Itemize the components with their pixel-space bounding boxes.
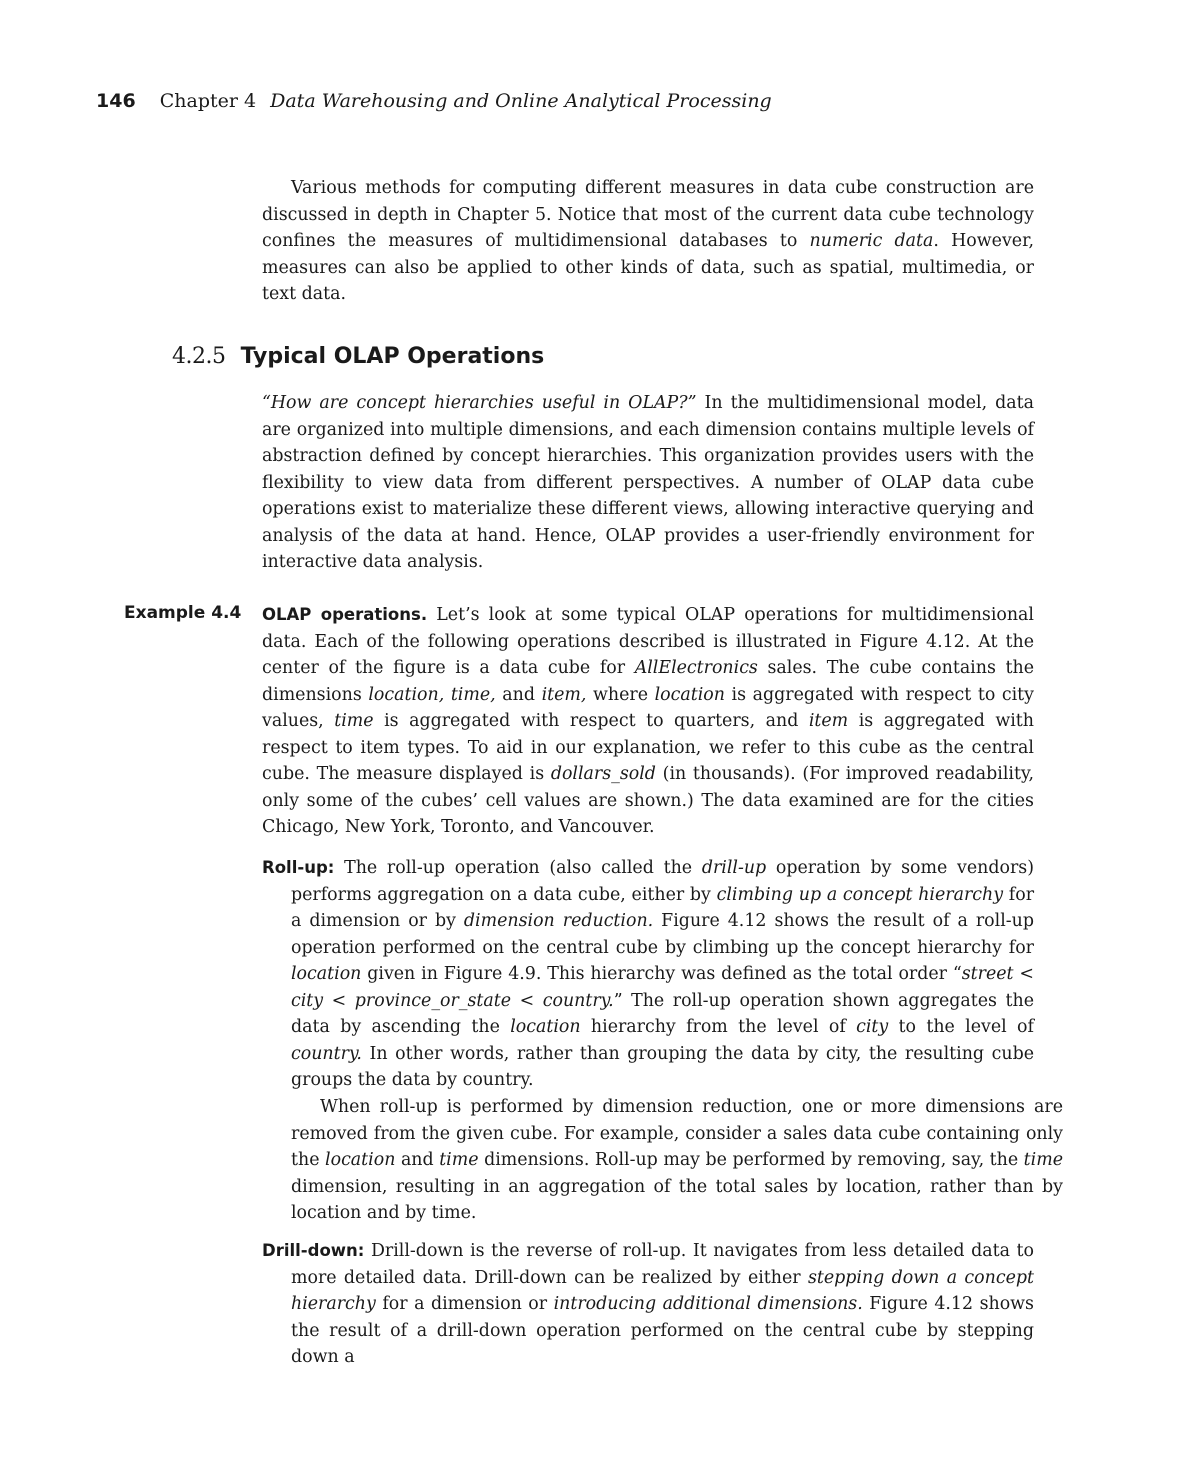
example-label: Example 4.4 xyxy=(124,603,242,623)
drilldown-term: Drill-down: xyxy=(262,1241,365,1260)
running-head xyxy=(96,90,772,112)
section-intro-paragraph: “How are concept hierarchies useful in OLAP?” In the multidimensional model, data are organized into multiple dimensions, and each dimension contains multiple levels of abstraction defined by concept hierarchies. This organization provides users with the flexibility to view data from different perspectives. A number of OLAP data cube operations exist to materialize these different views, allowing interactive querying and analysis of the data at hand. Hence, OLAP provides a user-friendly environment for interactive data analysis. xyxy=(262,393,1034,572)
example-paragraph: OLAP operations. Let’s look at some typical OLAP operations for multidimensional data. Each of the following operations described is illustrated in Figure 4.12. At the center of the figure is a data cube for AllElectronics sales. The cube contains the dimensions location, time, and item, where location is aggregated with respect to city values, time is aggregated with respect to quarters, and item is aggregated with respect to item types. To aid in our explanation, we refer to this cube as the central cube. The measure displayed is dollars_sold (in thousands). (For improved readability, only some of the cubes’ cell values are shown.) The data examined are for the cities Chicago, New York, Toronto, and Vancouver. xyxy=(262,605,1034,837)
drilldown-definition xyxy=(262,1238,1034,1371)
rollup-term: Roll-up: xyxy=(262,858,335,877)
chapter-title: Data Warehousing and Online Analytical Processing xyxy=(270,90,772,112)
chapter-label: Chapter 4 xyxy=(159,90,257,112)
drilldown-paragraph: Drill-down: Drill-down is the reverse of roll-up. It navigates from less detailed data to more detailed data. Drill-down can be realized by either stepping down a concept hierarchy for a dimension or introducing additional dimensions. Figure 4.12 shows the result of a drill-down operation performed on the central cube by stepping down a xyxy=(262,1241,1034,1367)
section-intro-block xyxy=(262,390,1034,576)
section-number: 4.2.5 xyxy=(172,344,226,369)
section-heading xyxy=(172,344,544,369)
intro-paragraph-block xyxy=(262,175,1034,308)
intro-paragraph: Various methods for computing different measures in data cube construction are discussed in depth in Chapter 5. Notice that most of the current data cube technology confines the measures of multidimensional databases to numeric data. However, measures can also be applied to other kinds of data, such as spatial, multimedia, or text data. xyxy=(262,178,1034,304)
page-number: 146 xyxy=(96,90,136,112)
example-body-block xyxy=(262,602,1034,841)
rollup-second-paragraph-block xyxy=(262,1094,1063,1227)
example-title: OLAP operations. xyxy=(262,605,428,624)
section-title: Typical OLAP Operations xyxy=(240,344,545,369)
rollup-definition xyxy=(262,855,1034,1094)
rollup-paragraph: Roll-up: The roll-up operation (also called the drill-up operation by some vendors) performs aggregation on a data cube, either by climbing up a concept hierarchy for a dimension or by dimension reduction. Figure 4.12 shows the result of a roll-up operation performed on the central cube by climbing up the concept hierarchy for location given in Figure 4.9. This hierarchy was defined as the total order “street < city < province_or_state < country.” The roll-up operation shown aggregates the data by ascending the location hierarchy from the level of city to the level of country. In other words, rather than grouping the data by city, the resulting cube groups the data by country. xyxy=(262,858,1035,1090)
rollup-second-paragraph: When roll-up is performed by dimension reduction, one or more dimensions are removed from the given cube. For example, consider a sales data cube containing only the location and time dimensions. Roll-up may be performed by removing, say, the time dimension, resulting in an aggregation of the total sales by location, rather than by location and by time. xyxy=(291,1097,1063,1223)
